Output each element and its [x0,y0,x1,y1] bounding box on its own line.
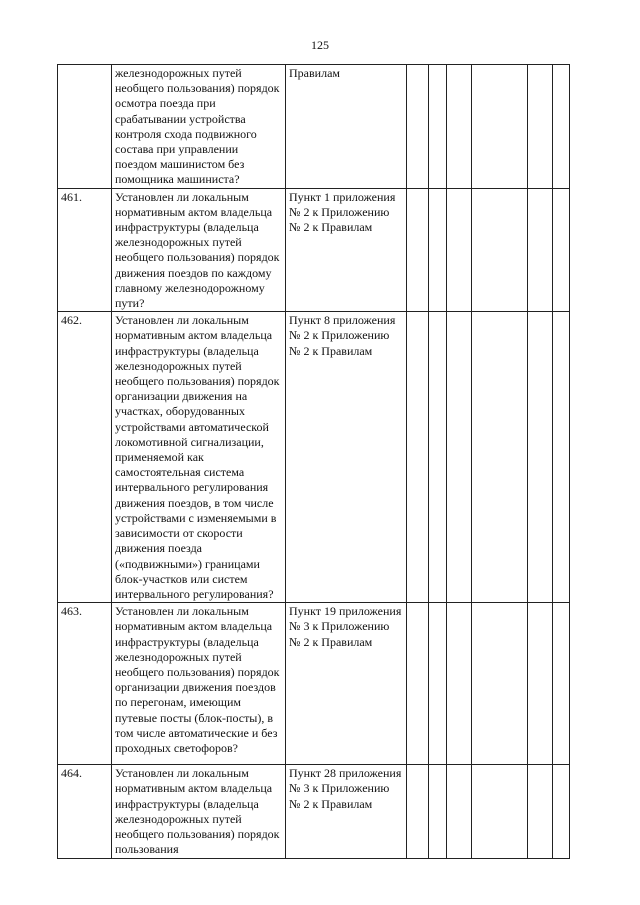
table-row [58,188,570,312]
answer-cell [528,312,553,603]
answer-cell [407,765,429,859]
answer-cell [528,603,553,765]
answer-cell [407,312,429,603]
row-number: 462. [58,312,112,603]
answer-cell [528,765,553,859]
answer-cell [429,65,447,189]
requirement-reference: Пункт 1 приложения № 2 к Приложению № 2 к Правилам [286,188,407,312]
answer-cell [472,188,528,312]
question-text: Установлен ли локальным нормативным актом владельца инфраструктуры (владельца железнодорожных путей необщего пользования) порядок пользования [112,765,286,859]
answer-cell [429,765,447,859]
requirement-reference: Пункт 8 приложения № 2 к Приложению № 2 к Правилам [286,312,407,603]
row-number [58,65,112,189]
answer-cell [407,603,429,765]
requirement-reference: Правилам [286,65,407,189]
answer-cell [472,765,528,859]
answer-cell [528,65,553,189]
table-row [58,65,570,189]
answer-cell [447,765,472,859]
table-row [58,312,570,603]
answer-cell [447,603,472,765]
answer-cell [472,65,528,189]
answer-cell [407,65,429,189]
answer-cell [429,312,447,603]
answer-cell [472,312,528,603]
answer-cell [447,312,472,603]
answer-cell [429,188,447,312]
table-row [58,603,570,765]
answer-cell [447,188,472,312]
answer-cell [553,312,570,603]
page-number: 125 [311,38,329,52]
answer-cell [407,188,429,312]
question-text: Установлен ли локальным нормативным актом владельца инфраструктуры (владельца железнодорожных путей необщего пользования) порядок организации движения на участках, оборудованных устройствами автоматической локомотивной сигнализации, применяемой как самостоятельная система интервального регулирования движения поездов, в том числе устройствами с изменяемыми в зависимости от скорости движения поезда («подвижными») границами блок-участков или систем интервального регулирования? [112,312,286,603]
answer-cell [553,65,570,189]
row-number: 461. [58,188,112,312]
answer-cell [553,765,570,859]
answer-cell [553,188,570,312]
answer-cell [447,65,472,189]
checklist-table [57,64,570,859]
answer-cell [553,603,570,765]
table-row [58,765,570,859]
requirement-reference: Пункт 28 приложения № 3 к Приложению № 2 к Правилам [286,765,407,859]
answer-cell [528,188,553,312]
answer-cell [429,603,447,765]
question-text: железнодорожных путей необщего пользования) порядок осмотра поезда при срабатывании устройства контроля схода подвижного состава при управлении поездом машинистом без помощника машиниста? [112,65,286,189]
requirement-reference: Пункт 19 приложения № 3 к Приложению № 2 к Правилам [286,603,407,765]
question-text: Установлен ли локальным нормативным актом владельца инфраструктуры (владельца железнодорожных путей необщего пользования) порядок движения поездов по каждому главному железнодорожному пути? [112,188,286,312]
row-number: 463. [58,603,112,765]
row-number: 464. [58,765,112,859]
question-text: Установлен ли локальным нормативным актом владельца инфраструктуры (владельца железнодорожных путей необщего пользования) порядок организации движения поездов по перегонам, имеющим путевые посты (блок-посты), в том числе автоматические и без проходных светофоров? [112,603,286,765]
answer-cell [472,603,528,765]
